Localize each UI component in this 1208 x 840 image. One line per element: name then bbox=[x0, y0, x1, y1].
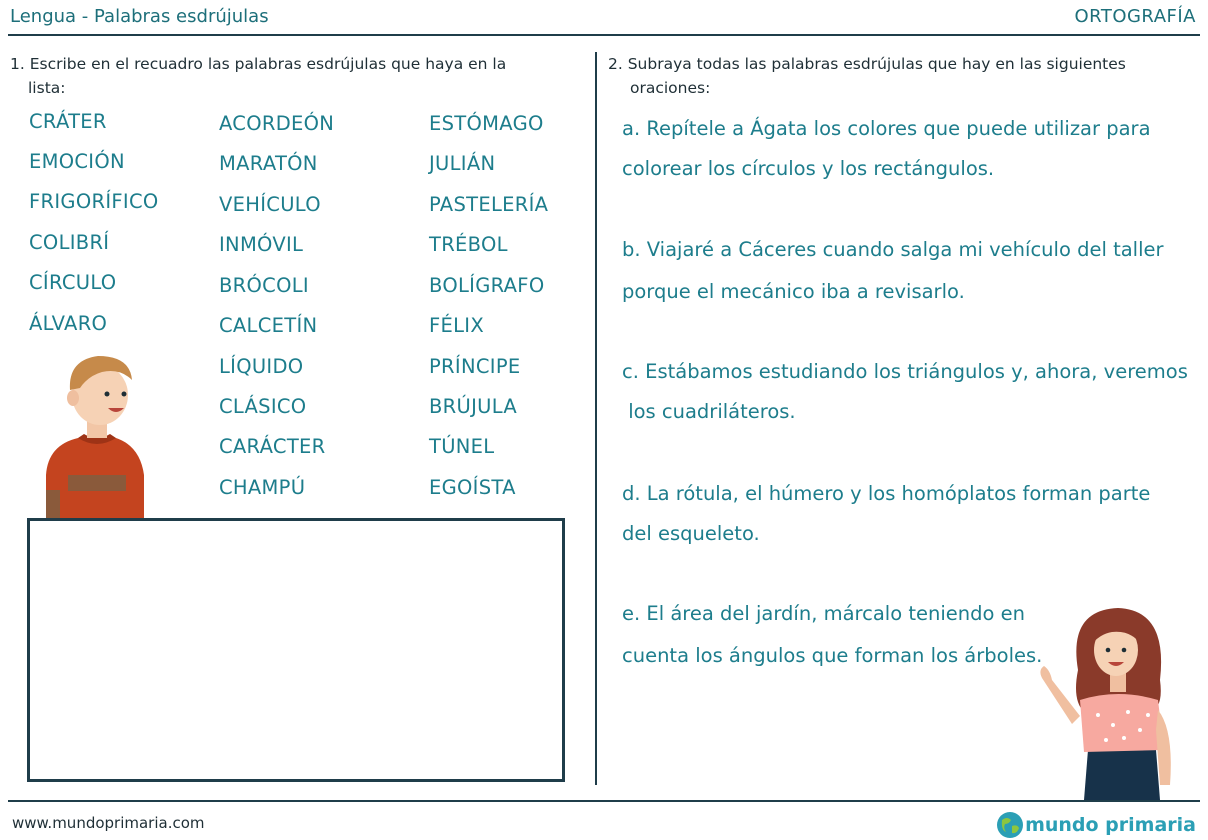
footer-divider bbox=[8, 800, 1200, 802]
word-item: FÉLIX bbox=[429, 314, 485, 337]
column-divider bbox=[595, 52, 597, 785]
sentence-e-line1: e. El área del jardín, márcalo teniendo en bbox=[622, 602, 1025, 625]
word-item: CÍRCULO bbox=[29, 271, 117, 294]
word-item: CALCETÍN bbox=[219, 314, 318, 337]
word-item: CARÁCTER bbox=[219, 435, 326, 458]
word-item: BOLÍGRAFO bbox=[429, 274, 545, 297]
header-subject: ORTOGRAFÍA bbox=[1074, 6, 1196, 27]
word-item: LÍQUIDO bbox=[219, 355, 304, 378]
word-item: MARATÓN bbox=[219, 152, 318, 175]
sentence-b-line1: b. Viajaré a Cáceres cuando salga mi vehículo del taller bbox=[622, 238, 1164, 261]
word-item: ÁLVARO bbox=[29, 312, 108, 335]
word-item: BRÚJULA bbox=[429, 395, 517, 418]
girl-illustration bbox=[1028, 600, 1178, 800]
word-item: TRÉBOL bbox=[429, 233, 508, 256]
exercise2-instruction-line2: oraciones: bbox=[630, 79, 711, 97]
word-item: VEHÍCULO bbox=[219, 193, 321, 216]
word-item: ACORDEÓN bbox=[219, 112, 335, 135]
word-item: TÚNEL bbox=[429, 435, 495, 458]
word-item: CLÁSICO bbox=[219, 395, 307, 418]
answer-box[interactable] bbox=[27, 518, 565, 782]
brand-logo bbox=[995, 810, 1196, 840]
word-item: PASTELERÍA bbox=[429, 193, 549, 216]
brand-name: mundo primaria bbox=[1025, 814, 1196, 836]
footer-url[interactable]: www.mundoprimaria.com bbox=[12, 814, 205, 832]
globe-logo-icon bbox=[995, 810, 1025, 840]
exercise2-instruction bbox=[608, 52, 1198, 100]
sentence-d-line1: d. La rótula, el húmero y los homóplatos forman parte bbox=[622, 482, 1151, 505]
word-item: PRÍNCIPE bbox=[429, 355, 521, 378]
exercise1-instruction-line2: lista: bbox=[28, 79, 66, 97]
exercise1-instruction bbox=[10, 52, 570, 100]
word-item: EGOÍSTA bbox=[429, 476, 516, 499]
word-item: CHAMPÚ bbox=[219, 476, 306, 499]
word-item: COLIBRÍ bbox=[29, 231, 110, 254]
sentence-a-line1: a. Repítele a Ágata los colores que puede utilizar para bbox=[622, 117, 1151, 140]
sentence-d-line2: del esqueleto. bbox=[622, 522, 760, 545]
sentence-c-line2: los cuadriláteros. bbox=[622, 400, 796, 423]
sentence-c-line1: c. Estábamos estudiando los triángulos y, ahora, veremos bbox=[622, 360, 1188, 383]
word-item: EMOCIÓN bbox=[29, 150, 125, 173]
word-item: CRÁTER bbox=[29, 110, 107, 133]
sentence-b-line2: porque el mecánico iba a revisarlo. bbox=[622, 280, 965, 303]
header-divider bbox=[8, 34, 1200, 36]
word-item: INMÓVIL bbox=[219, 233, 304, 256]
sentence-e-line2: cuenta los ángulos que forman los árboles. bbox=[622, 644, 1043, 667]
word-item: BRÓCOLI bbox=[219, 274, 309, 297]
word-item: ESTÓMAGO bbox=[429, 112, 544, 135]
exercise2-instruction-line1: 2. Subraya todas las palabras esdrújulas que hay en las siguientes bbox=[608, 55, 1126, 73]
header-title: Lengua - Palabras esdrújulas bbox=[10, 6, 269, 27]
exercise1-instruction-line1: 1. Escribe en el recuadro las palabras esdrújulas que haya en la bbox=[10, 55, 507, 73]
word-item: JULIÁN bbox=[429, 152, 496, 175]
word-item: FRIGORÍFICO bbox=[29, 190, 159, 213]
boy-illustration bbox=[40, 350, 150, 520]
sentence-a-line2: colorear los círculos y los rectángulos. bbox=[622, 157, 995, 180]
